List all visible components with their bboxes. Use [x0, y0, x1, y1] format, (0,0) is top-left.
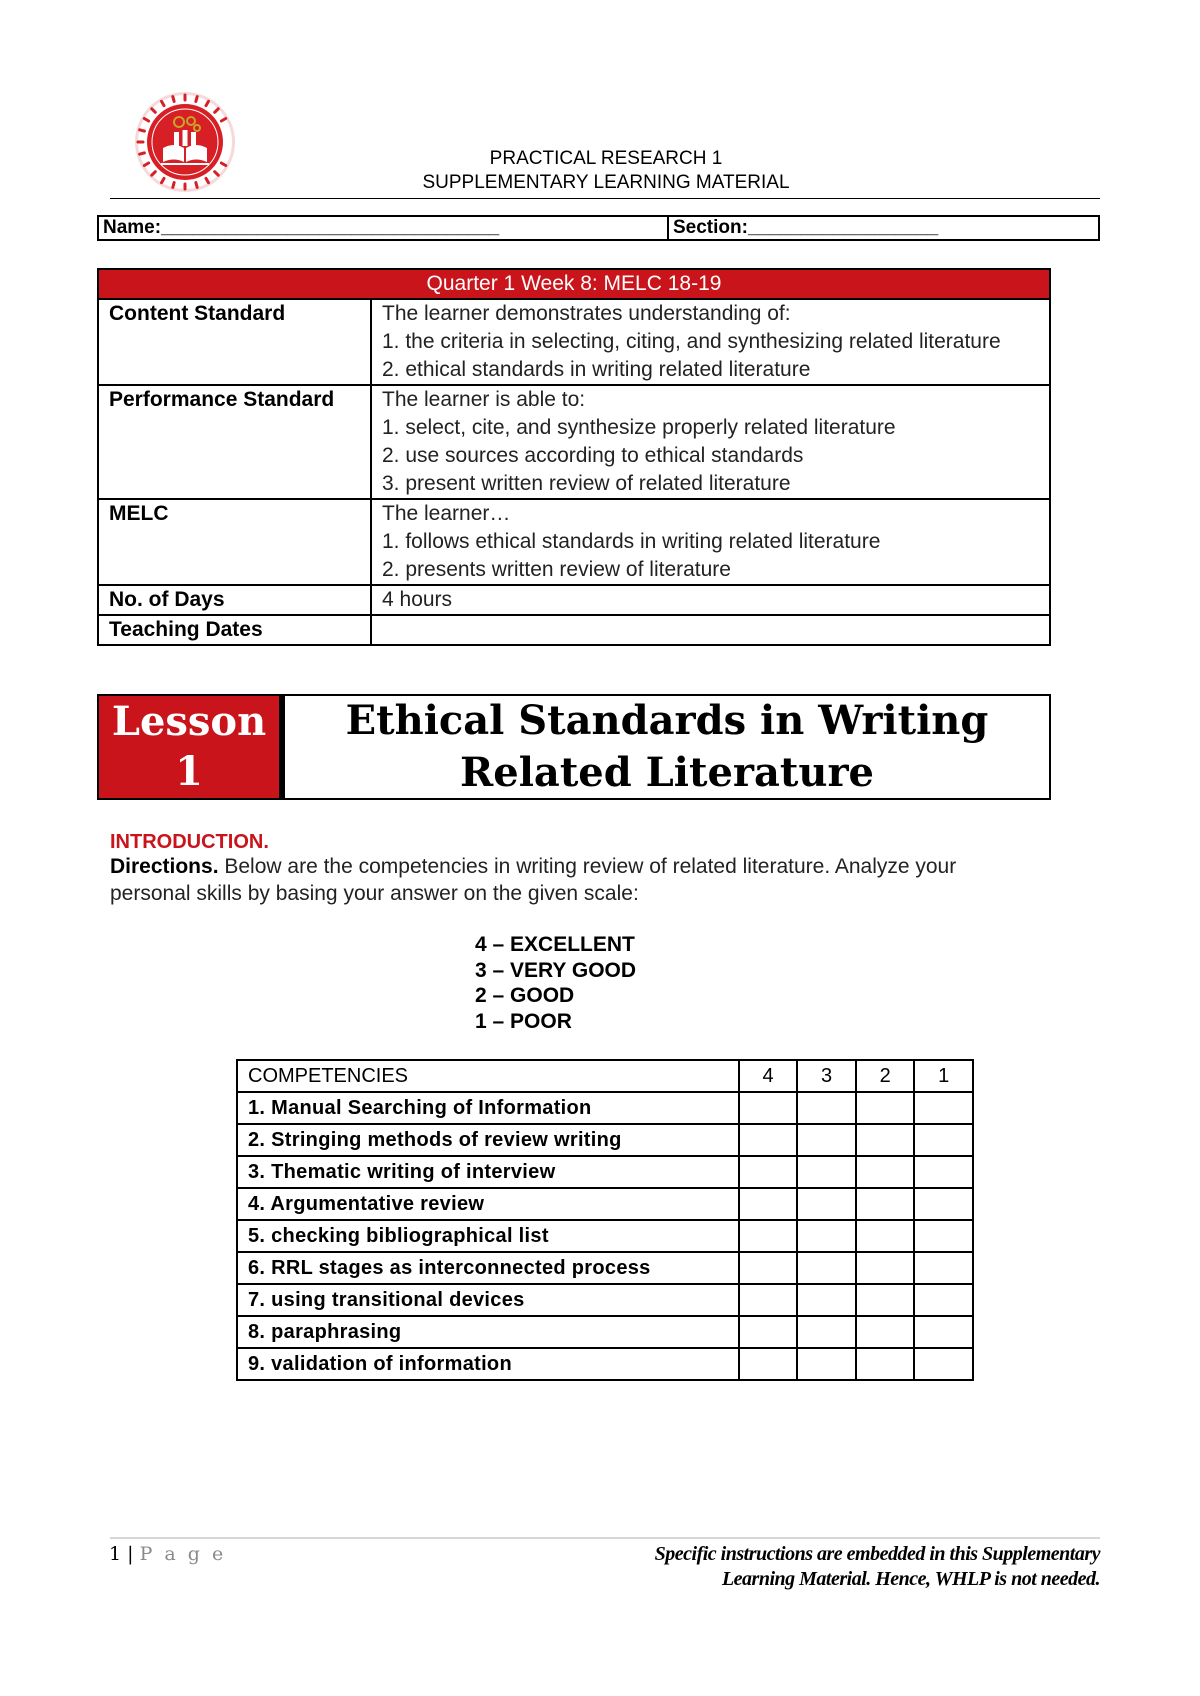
standards-line: 1. select, cite, and synthesize properly related literature	[382, 416, 896, 439]
rating-cell[interactable]	[739, 1252, 798, 1284]
directions-paragraph	[110, 853, 1030, 907]
competency-row	[237, 1284, 973, 1316]
scale-item: 1 – POOR	[475, 1009, 572, 1033]
rating-cell[interactable]	[739, 1220, 798, 1252]
competency-row	[237, 1092, 973, 1124]
rating-cell[interactable]	[914, 1124, 973, 1156]
competency-row	[237, 1124, 973, 1156]
lesson-banner	[97, 694, 1051, 800]
standards-row	[98, 385, 1050, 499]
standards-line: 1. the criteria in selecting, citing, and synthesizing related literature	[382, 330, 1001, 353]
competency-row	[237, 1316, 973, 1348]
rating-cell[interactable]	[797, 1092, 856, 1124]
footer-note-line1: Specific instructions are embedded in this Supplementary	[654, 1543, 1100, 1565]
lesson-word: Lesson	[111, 698, 267, 745]
rating-cell[interactable]	[914, 1348, 973, 1380]
standards-row	[98, 615, 1050, 645]
rating-cell[interactable]	[914, 1316, 973, 1348]
rating-cell[interactable]	[797, 1316, 856, 1348]
competency-row	[237, 1156, 973, 1188]
competency-row	[237, 1252, 973, 1284]
competency-name: 9. validation of information	[237, 1348, 739, 1380]
rating-cell[interactable]	[914, 1188, 973, 1220]
lesson-number: 1	[175, 748, 203, 795]
rating-cell[interactable]	[739, 1124, 798, 1156]
standards-line: 2. presents written review of literature	[382, 558, 731, 581]
rating-cell[interactable]	[914, 1092, 973, 1124]
competency-row	[237, 1220, 973, 1252]
header-divider	[110, 198, 1100, 199]
rating-cell[interactable]	[914, 1220, 973, 1252]
competency-name: 5. checking bibliographical list	[237, 1220, 739, 1252]
standards-row-value	[371, 385, 1050, 499]
standards-row-value	[371, 585, 1050, 615]
standards-row-label: Teaching Dates	[98, 615, 371, 645]
scale-item: 4 – EXCELLENT	[475, 933, 635, 956]
name-label: Name:	[103, 217, 162, 238]
score-column-header: 4	[739, 1060, 798, 1092]
material-title: SUPPLEMENTARY LEARNING MATERIAL	[422, 172, 790, 193]
rating-scale	[475, 932, 636, 1034]
rating-cell[interactable]	[797, 1220, 856, 1252]
section-blank[interactable]: __________________	[747, 217, 939, 238]
standards-line: 1. follows ethical standards in writing related literature	[382, 530, 881, 553]
standards-row-label: MELC	[98, 499, 371, 585]
scale-item: 2 – GOOD	[475, 984, 575, 1007]
score-column-header: 1	[914, 1060, 973, 1092]
standards-line: The learner demonstrates understanding of:	[382, 302, 791, 325]
rating-cell[interactable]	[739, 1156, 798, 1188]
standards-row-label: Performance Standard	[98, 385, 371, 499]
rating-cell[interactable]	[856, 1124, 915, 1156]
name-field[interactable]	[99, 217, 669, 239]
page-number: 1 | P a g e	[109, 1543, 227, 1565]
rating-cell[interactable]	[797, 1188, 856, 1220]
rating-cell[interactable]	[856, 1348, 915, 1380]
directions-text: Below are the competencies in writing review of related literature. Analyze your personal skills by basing your answer on the given scale:	[110, 855, 957, 905]
competency-name: 3. Thematic writing of interview	[237, 1156, 739, 1188]
subject-title: PRACTICAL RESEARCH 1	[489, 148, 723, 169]
rating-cell[interactable]	[914, 1156, 973, 1188]
rating-cell[interactable]	[739, 1092, 798, 1124]
footer-divider	[110, 1537, 1100, 1539]
lesson-title-line1: Ethical Standards in Writing	[345, 697, 989, 744]
scale-item: 3 – VERY GOOD	[475, 958, 637, 982]
rating-cell[interactable]	[856, 1220, 915, 1252]
rating-cell[interactable]	[914, 1252, 973, 1284]
competency-name: 6. RRL stages as interconnected process	[237, 1252, 739, 1284]
standards-row	[98, 585, 1050, 615]
document-header	[0, 147, 1200, 195]
standards-row-label: Content Standard	[98, 299, 371, 385]
directions-label: Directions.	[110, 855, 219, 878]
competency-name: 7. using transitional devices	[237, 1284, 739, 1316]
score-column-header: 3	[797, 1060, 856, 1092]
rating-cell[interactable]	[856, 1156, 915, 1188]
standards-row-value	[371, 499, 1050, 585]
competency-row	[237, 1348, 973, 1380]
competency-name: 2. Stringing methods of review writing	[237, 1124, 739, 1156]
competencies-table	[236, 1059, 974, 1381]
standards-row	[98, 299, 1050, 385]
section-field[interactable]	[669, 217, 938, 239]
competency-row	[237, 1188, 973, 1220]
competency-name: 4. Argumentative review	[237, 1188, 739, 1220]
rating-cell[interactable]	[797, 1284, 856, 1316]
student-info-box	[97, 215, 1100, 241]
rating-cell[interactable]	[856, 1188, 915, 1220]
introduction-heading: INTRODUCTION.	[110, 831, 269, 853]
competencies-column-header: COMPETENCIES	[237, 1060, 739, 1092]
lesson-title-line2: Related Literature	[460, 749, 874, 796]
rating-cell[interactable]	[797, 1124, 856, 1156]
standards-line: 3. present written review of related literature	[382, 472, 791, 495]
page-number-value: 1	[109, 1543, 122, 1565]
rating-cell[interactable]	[856, 1284, 915, 1316]
footer-note	[520, 1542, 1100, 1592]
rating-cell[interactable]	[856, 1252, 915, 1284]
standards-row-value[interactable]	[371, 615, 1050, 645]
standards-table	[97, 268, 1051, 646]
standards-row-label: No. of Days	[98, 585, 371, 615]
standards-line: 2. use sources according to ethical standards	[382, 444, 804, 467]
standards-line: The learner…	[382, 502, 511, 525]
rating-cell[interactable]	[739, 1348, 798, 1380]
lesson-number-label	[99, 696, 285, 798]
rating-cell[interactable]	[797, 1156, 856, 1188]
score-column-header: 2	[856, 1060, 915, 1092]
rating-cell[interactable]	[856, 1316, 915, 1348]
rating-cell[interactable]	[739, 1284, 798, 1316]
name-blank[interactable]: ________________________________	[161, 217, 500, 238]
standards-line: 2. ethical standards in writing related literature	[382, 358, 811, 381]
rating-cell[interactable]	[739, 1188, 798, 1220]
standards-line: 4 hours	[382, 588, 453, 611]
competency-name: 1. Manual Searching of Information	[237, 1092, 739, 1124]
section-label: Section:	[673, 217, 748, 238]
standards-line: The learner is able to:	[382, 388, 586, 411]
rating-cell[interactable]	[739, 1316, 798, 1348]
lesson-title	[285, 696, 1049, 798]
competency-name: 8. paraphrasing	[237, 1316, 739, 1348]
rating-cell[interactable]	[856, 1092, 915, 1124]
standards-row	[98, 499, 1050, 585]
standards-row-value	[371, 299, 1050, 385]
quarter-week-header: Quarter 1 Week 8: MELC 18-19	[98, 269, 1050, 299]
rating-cell[interactable]	[797, 1348, 856, 1380]
footer-note-line2: Learning Material. Hence, WHLP is not needed.	[721, 1568, 1100, 1590]
rating-cell[interactable]	[914, 1284, 973, 1316]
rating-cell[interactable]	[797, 1252, 856, 1284]
page-label: P a g e	[139, 1543, 227, 1565]
competencies-header-row	[237, 1060, 973, 1092]
